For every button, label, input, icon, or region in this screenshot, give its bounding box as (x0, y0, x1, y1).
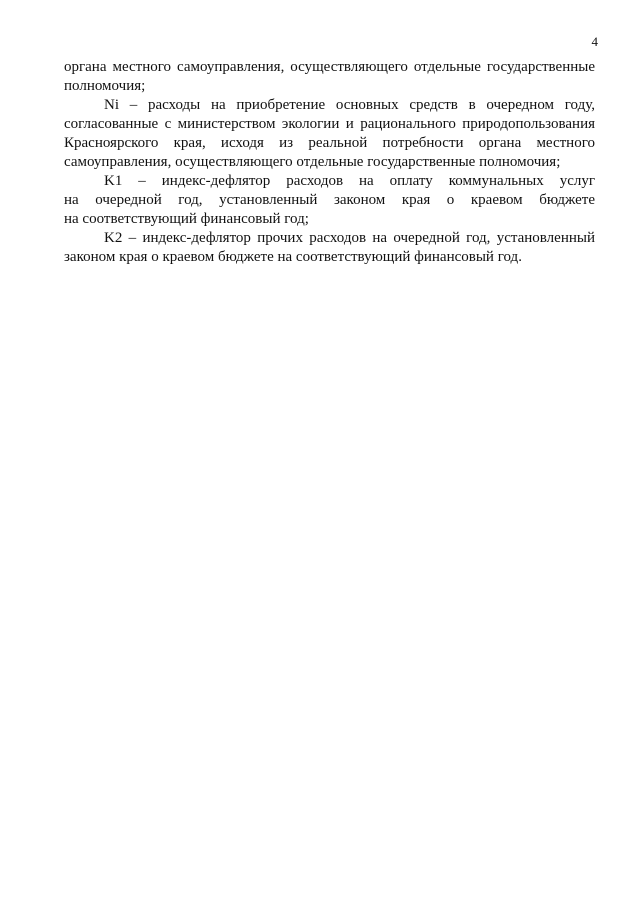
paragraph-2-line-1: Ni – расходы на приобретение основных средств в очередном году, (104, 97, 595, 113)
paragraph-1-line-1: органа местного самоуправления, осуществляющего отдельные государственные (64, 59, 595, 75)
paragraph-4-line-1: K2 – индекс-дефлятор прочих расходов на очередной год, установленный (104, 230, 595, 246)
paragraph-1-line-2: полномочия; (64, 78, 146, 94)
paragraph-2-line-2: согласованные с министерством экологии и рационального природопользования (64, 116, 595, 132)
paragraph-3-line-3: на соответствующий финансовый год; (64, 211, 309, 227)
document-body (64, 58, 595, 267)
paragraph-2-line-3: Красноярского края, исходя из реальной потребности органа местного (64, 135, 595, 151)
page-number: 4 (591, 34, 598, 49)
paragraph-3-line-2: на очередной год, установленный законом края о краевом бюджете (64, 192, 595, 208)
paragraph-2-line-4: самоуправления, осуществляющего отдельные государственные полномочия; (64, 154, 561, 170)
paragraph-3-line-1: K1 – индекс-дефлятор расходов на оплату коммунальных услуг (104, 173, 595, 189)
paragraph-4-line-2: законом края о краевом бюджете на соответствующий финансовый год. (64, 249, 522, 265)
